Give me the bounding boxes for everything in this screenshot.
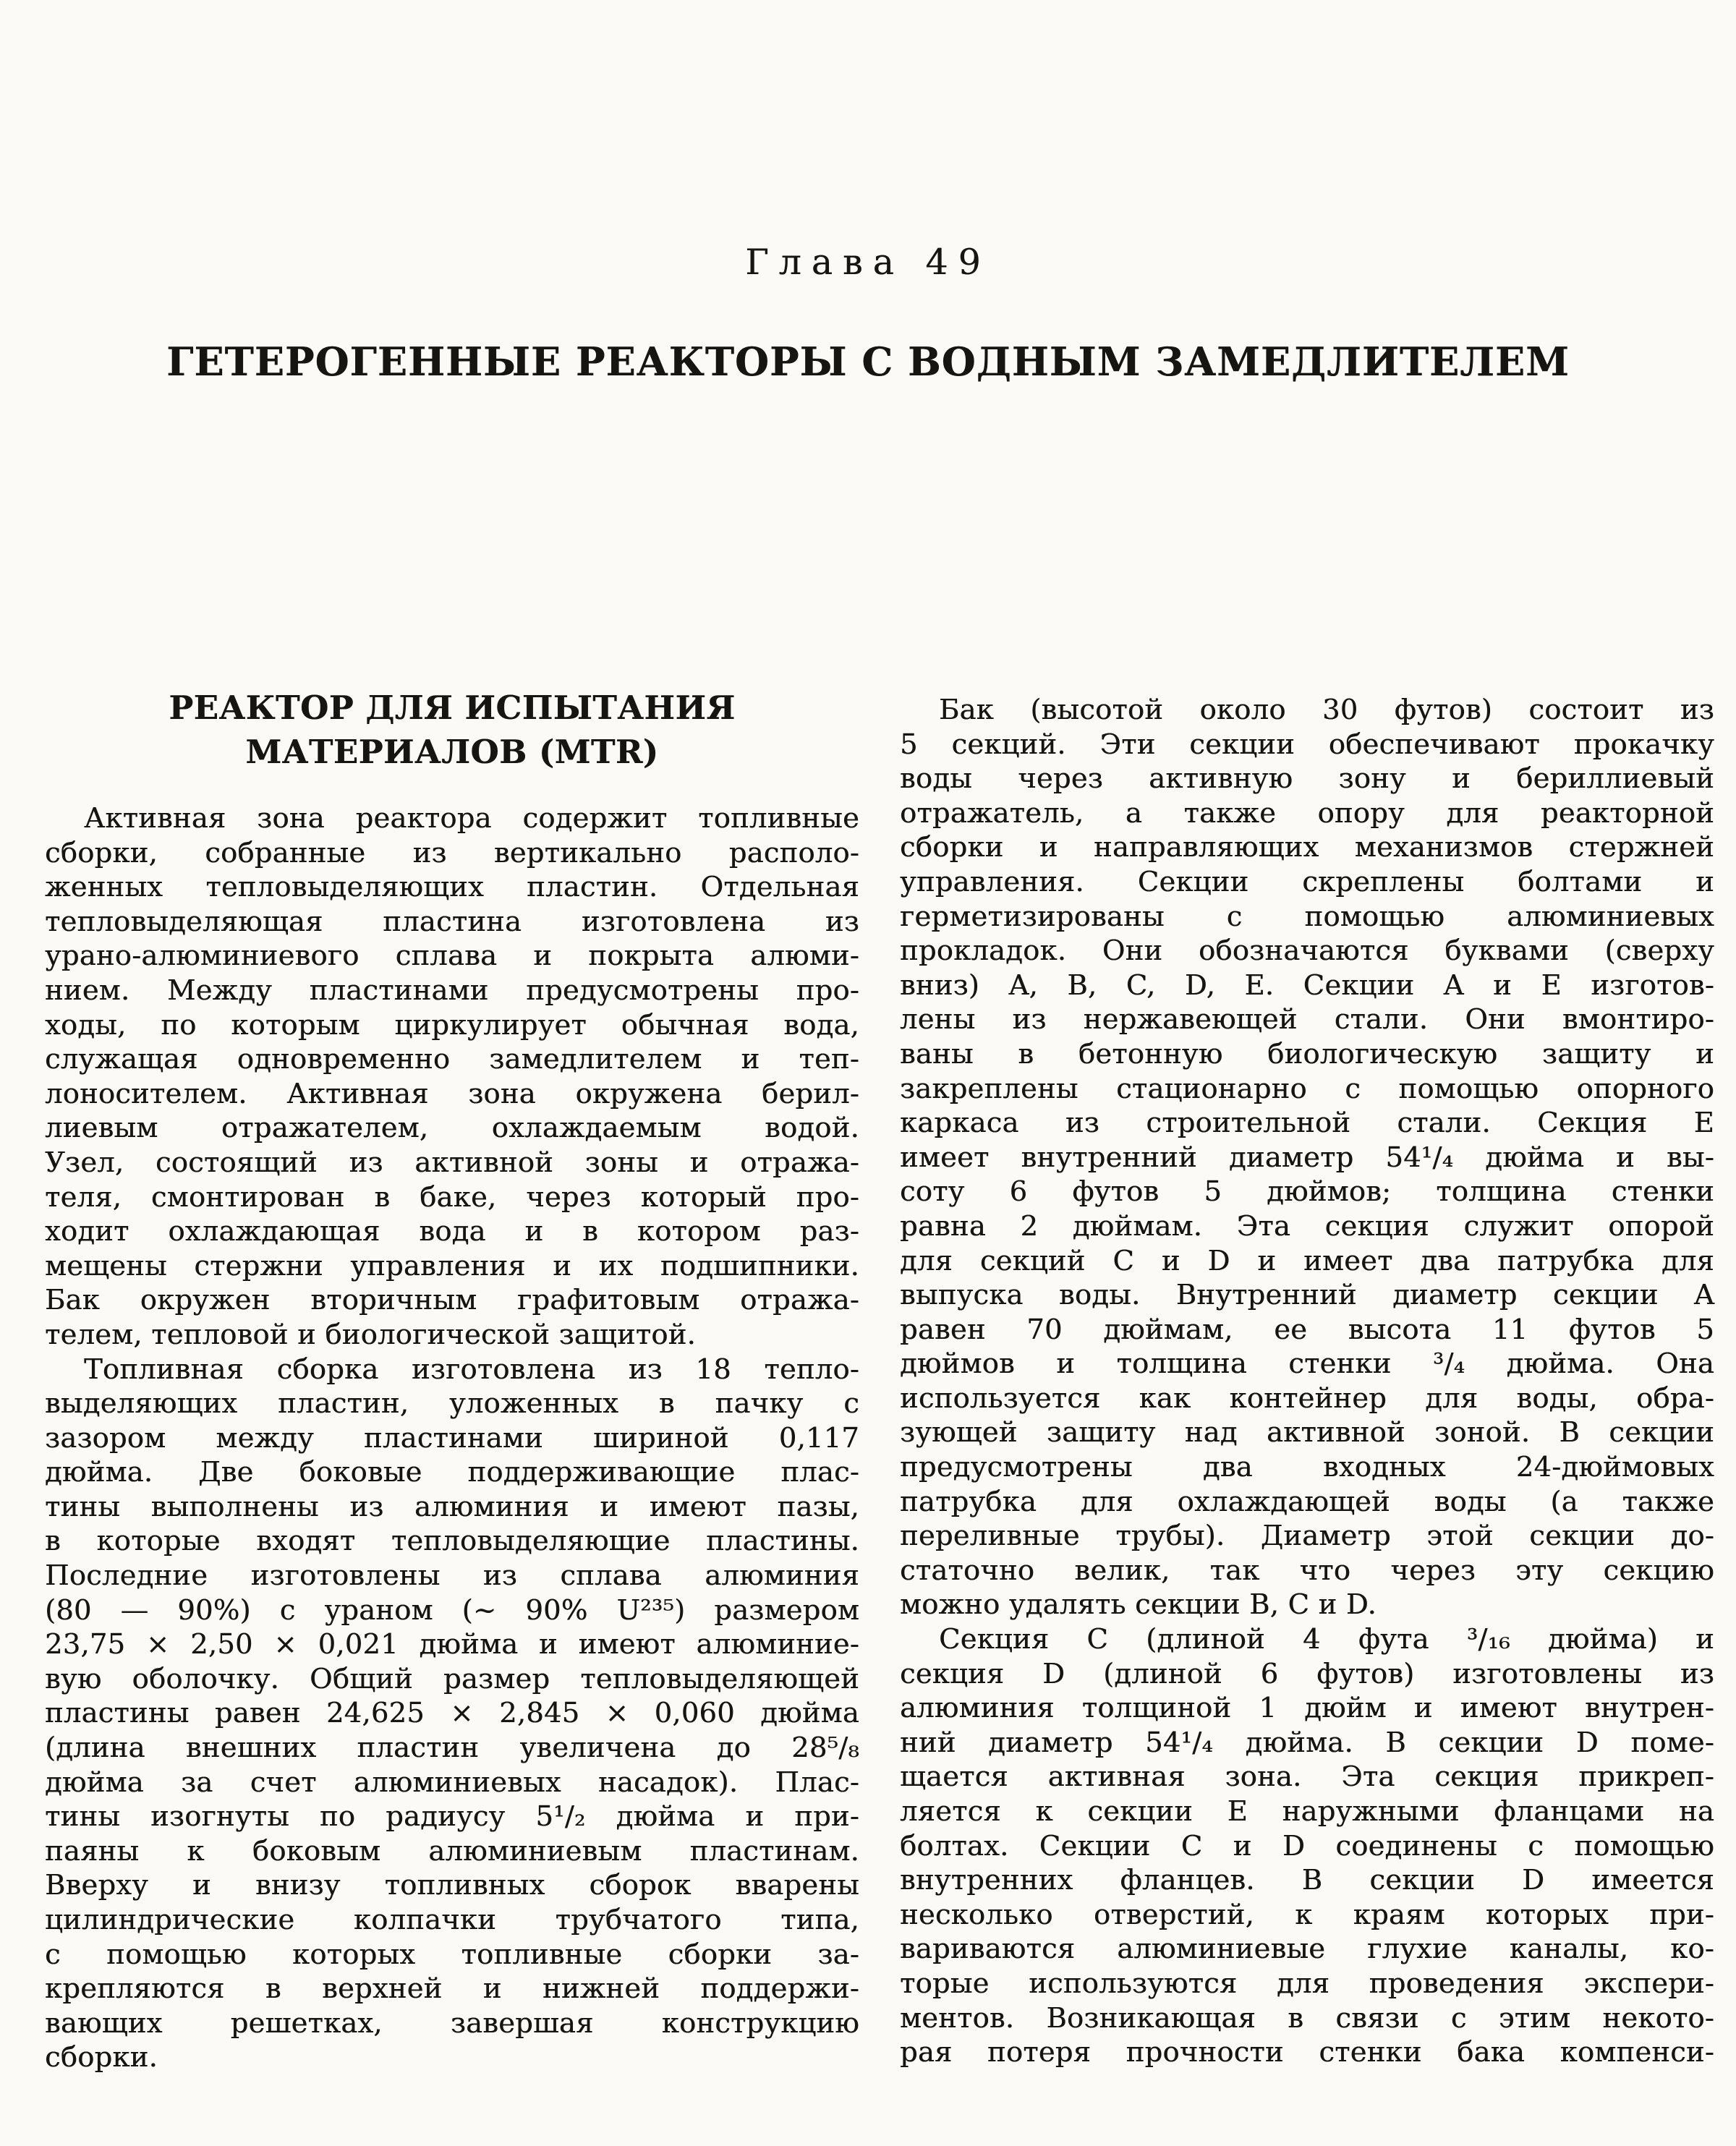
text-line: для секций C и D и имеет два патрубка для bbox=[900, 1244, 1714, 1277]
text-line: выпуска воды. Внутренний диаметр секции A bbox=[900, 1279, 1714, 1312]
paragraph bbox=[900, 693, 1714, 1622]
text-line: ментов. Возникающая в связи с этим некото- bbox=[900, 2001, 1714, 2035]
text-line: Последние изготовлены из сплава алюминия bbox=[45, 1559, 859, 1593]
text-line: в которые входят тепловыделяющие пластины. bbox=[45, 1525, 859, 1558]
text-line: телем, тепловой и биологической защитой. bbox=[45, 1318, 696, 1351]
text-line: пластины равен 24,625 × 2,845 × 0,060 дюйма bbox=[45, 1697, 859, 1730]
text-line: мещены стержни управления и их подшипники. bbox=[45, 1249, 859, 1282]
text-line: равен 70 дюймам, ее высота 11 футов 5 bbox=[900, 1313, 1714, 1346]
text-line: ходы, по которым циркулирует обычная вода, bbox=[45, 1008, 859, 1042]
text-line: тины выполнены из алюминия и имеют пазы, bbox=[45, 1490, 859, 1523]
text-line: сборки. bbox=[45, 2041, 158, 2074]
left-column bbox=[45, 683, 859, 2075]
text-line: патрубка для охлаждающей воды (а также bbox=[900, 1485, 1714, 1518]
text-line: выделяющих пластин, уложенных в пачку с bbox=[45, 1387, 859, 1421]
text-line: равна 2 дюймам. Эта секция служит опорой bbox=[900, 1209, 1714, 1243]
text-line: имеет внутренний диаметр 54¹/₄ дюйма и вы- bbox=[900, 1141, 1714, 1174]
left-column-body bbox=[45, 801, 859, 2075]
text-line: зующей защиту над активной зоной. В секции bbox=[900, 1416, 1714, 1449]
text-line: теля, смонтирован в баке, через который про- bbox=[45, 1180, 859, 1214]
text-line: ляется к секции E наружными фланцами на bbox=[900, 1795, 1714, 1828]
paragraph bbox=[900, 1622, 1714, 2070]
section-heading-line: РЕАКТОР ДЛЯ ИСПЫТАНИЯ bbox=[169, 689, 736, 727]
paragraph bbox=[45, 1353, 859, 2075]
text-line: секция D (длиной 6 футов) изготовлены из bbox=[900, 1657, 1714, 1690]
text-line: закреплены стационарно с помощью опорного bbox=[900, 1072, 1714, 1105]
text-line: ходит охлаждающая вода и в котором раз- bbox=[45, 1215, 859, 1248]
text-line: вниз) A, B, C, D, E. Секции A и E изготов- bbox=[900, 968, 1714, 1002]
text-line: зазором между пластинами шириной 0,117 bbox=[45, 1421, 859, 1455]
chapter-label: Глава 49 bbox=[745, 242, 991, 283]
right-column bbox=[900, 683, 1714, 2075]
text-line: предусмотрены два входных 24-дюймовых bbox=[900, 1451, 1714, 1484]
text-line: статочно велик, так что через эту секцию bbox=[900, 1554, 1714, 1587]
text-line: (80 — 90%) с ураном (~ 90% U²³⁵) размером bbox=[45, 1593, 859, 1627]
text-line: с помощью которых топливные сборки за- bbox=[45, 1938, 859, 1971]
text-line: управления. Секции скреплены болтами и bbox=[900, 865, 1714, 898]
text-line: тины изогнуты по радиусу 5¹/₂ дюйма и при- bbox=[45, 1800, 859, 1834]
text-line: Бак окружен вторичным графитовым отража- bbox=[45, 1284, 859, 1317]
chapter-title: ГЕТЕРОГЕННЫЕ РЕАКТОРЫ С ВОДНЫМ ЗАМЕДЛИТЕЛЕМ bbox=[166, 338, 1570, 385]
text-line: переливные трубы). Диаметр этой секции до- bbox=[900, 1520, 1714, 1553]
text-line: рая потеря прочности стенки бака компенси- bbox=[900, 2036, 1714, 2069]
text-line: женных тепловыделяющих пластин. Отдельная bbox=[45, 871, 859, 904]
text-line: лоносителем. Активная зона окружена берил- bbox=[45, 1077, 859, 1110]
text-line: Бак (высотой около 30 футов) состоит из bbox=[939, 694, 1714, 726]
text-line: щается активная зона. Эта секция прикреп- bbox=[900, 1760, 1714, 1794]
text-line: дюйма за счет алюминиевых насадок). Плас- bbox=[45, 1766, 859, 1799]
text-line: герметизированы с помощью алюминиевых bbox=[900, 900, 1714, 933]
text-line: можно удалять секции B, C и D. bbox=[900, 1588, 1377, 1622]
text-line: лиевым отражателем, охлаждаемым водой. bbox=[45, 1112, 859, 1145]
text-line: цилиндрические колпачки трубчатого типа, bbox=[45, 1904, 859, 1936]
text-line: Секция C (длиной 4 фута ³/₁₆ дюйма) и bbox=[939, 1623, 1714, 1656]
text-line: вую оболочку. Общий размер тепловыделяющей bbox=[45, 1662, 859, 1695]
text-line: прокладок. Они обозначаются буквами (сверху bbox=[900, 934, 1714, 968]
right-column-body bbox=[900, 693, 1714, 2070]
text-line: вающих решетках, завершая конструкцию bbox=[45, 2006, 859, 2040]
text-line: воды через активную зону и бериллиевый bbox=[900, 762, 1714, 796]
text-line: Активная зона реактора содержит топливные bbox=[84, 802, 859, 835]
text-line: торые используются для проведения экспери- bbox=[900, 1967, 1714, 2000]
section-heading bbox=[45, 686, 859, 774]
text-line: тепловыделяющая пластина изготовлена из bbox=[45, 905, 859, 938]
paragraph bbox=[45, 801, 859, 1353]
text-line: алюминия толщиной 1 дюйм и имеют внутрен- bbox=[900, 1692, 1714, 1725]
text-line: соту 6 футов 5 дюймов; толщина стенки bbox=[900, 1175, 1714, 1209]
text-line: нием. Между пластинами предусмотрены про- bbox=[45, 974, 859, 1007]
text-line: несколько отверстий, к краям которых при- bbox=[900, 1898, 1714, 1931]
text-line: 5 секций. Эти секции обеспечивают прокачку bbox=[900, 728, 1714, 761]
text-line: дюйма. Две боковые поддерживающие плас- bbox=[45, 1456, 859, 1489]
text-line: вариваются алюминиевые глухие каналы, ко- bbox=[900, 1933, 1714, 1966]
text-line: сборки, собранные из вертикально располо- bbox=[45, 836, 859, 869]
section-heading-line: МАТЕРИАЛОВ (MTR) bbox=[245, 733, 659, 771]
text-line: урано-алюминиевого сплава и покрыта алюми- bbox=[45, 940, 859, 973]
text-line: ний диаметр 54¹/₄ дюйма. В секции D поме- bbox=[900, 1726, 1714, 1759]
text-line: отражатель, а также опору для реакторной bbox=[900, 796, 1714, 830]
text-line: 23,75 × 2,50 × 0,021 дюйма и имеют алюминие- bbox=[45, 1628, 859, 1661]
text-line: Топливная сборка изготовлена из 18 тепло- bbox=[84, 1353, 859, 1386]
text-line: дюймов и толщина стенки ³/₄ дюйма. Она bbox=[900, 1347, 1714, 1381]
text-columns bbox=[45, 683, 1714, 2075]
text-line: внутренних фланцев. В секции D имеется bbox=[900, 1864, 1714, 1897]
text-line: каркаса из строительной стали. Секция E bbox=[900, 1107, 1714, 1140]
text-line: сборки и направляющих механизмов стержней bbox=[900, 831, 1714, 864]
text-line: ваны в бетонную биологическую защиту и bbox=[900, 1037, 1714, 1070]
text-line: Вверху и внизу топливных сборок вварены bbox=[45, 1869, 859, 1902]
text-line: паяны к боковым алюминиевым пластинам. bbox=[45, 1834, 859, 1868]
text-line: используется как контейнер для воды, обра- bbox=[900, 1381, 1714, 1415]
text-line: служащая одновременно замедлителем и теп- bbox=[45, 1043, 859, 1076]
text-line: лены из нержавеющей стали. Они вмонтиро- bbox=[900, 1003, 1714, 1036]
text-line: крепляются в верхней и нижней поддержи- bbox=[45, 1972, 859, 2006]
text-line: (длина внешних пластин увеличена до 28⁵/₈ bbox=[45, 1732, 859, 1765]
text-line: Узел, состоящий из активной зоны и отража- bbox=[45, 1146, 859, 1179]
text-line: болтах. Секции C и D соединены с помощью bbox=[900, 1829, 1714, 1862]
